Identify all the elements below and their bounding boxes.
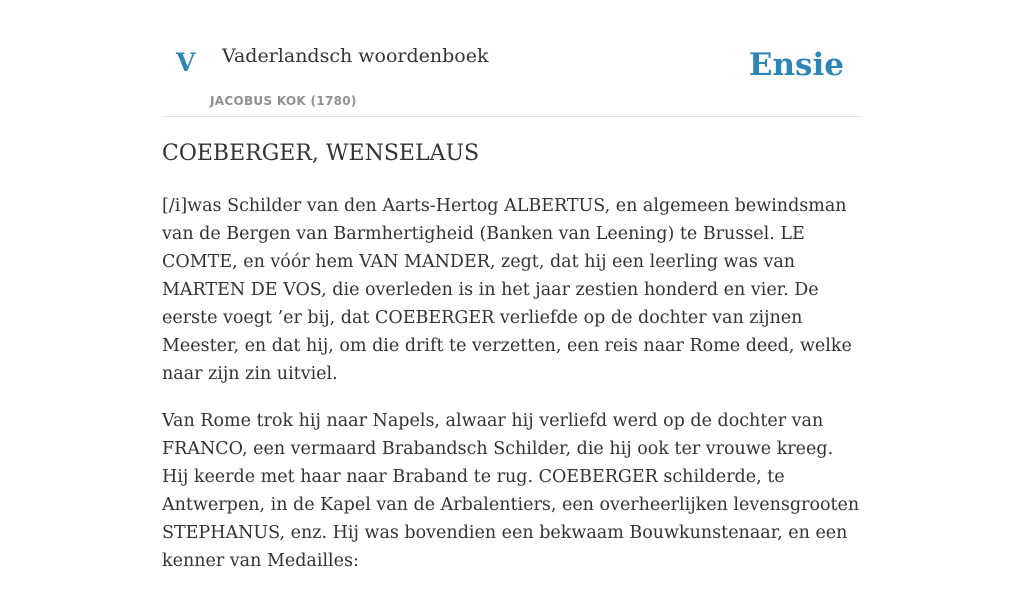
index-letter[interactable]: V [176, 48, 196, 77]
header [162, 0, 862, 117]
entry-paragraph: [/i]was Schilder van den Aarts-Hertog ALBERTUS, en algemeen bewindsman van de Bergen van Barmhertigheid (Banken van Leening) te Brussel. LE COMTE, en vóór hem VAN MANDER, zegt, dat hij een leerling was van MARTEN DE VOS, die overleden is in het jaar zestien honderd en vier. De eerste voegt ’er bij, dat COEBERGER verliefde op de dochter van zijnen Meester, en dat hij, om die drift te verzetten, een reis naar Rome deed, welke naar zijn zin uitviel. [162, 196, 852, 384]
entry-headword: COEBERGER, WENSELAUS [162, 141, 480, 166]
book-author: JACOBUS KOK (1780) [210, 94, 357, 108]
entry-body [162, 192, 862, 594]
book-title[interactable]: Vaderlandsch woordenboek [222, 45, 489, 67]
entry-paragraph: Van Rome trok hij naar Napels, alwaar hij verliefd werd op de dochter van FRANCO, een vermaard Brabandsch Schilder, die hij ook ter vrouwe kreeg. Hij keerde met haar naar Braband te rug. COEBERGER schilderde, te Antwerpen, in de Kapel van de Arbalentiers, een overheerlijken levensgrooten STEPHANUS, enz. Hij was bovendien een bekwaam Bouwkunstenaar, en een kenner van Medailles: [162, 411, 860, 571]
brand-logo-link[interactable]: Ensie [748, 47, 844, 83]
